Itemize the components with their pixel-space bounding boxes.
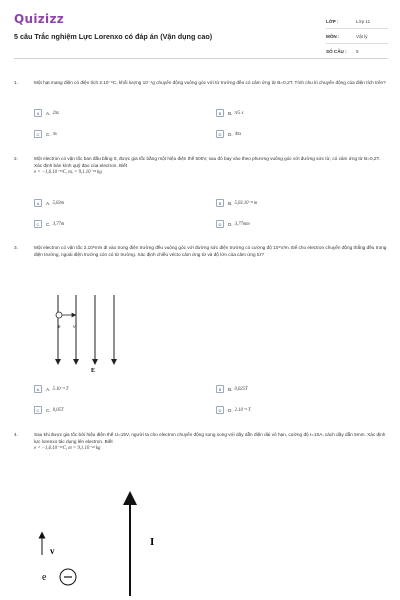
option-letter: D [216, 130, 224, 138]
option-prefix: D. [228, 131, 233, 137]
question-text: Một hạt mang điện có điện tích 2.10⁻⁶C, khối lượng 10⁻⁴g chuyển động vuông góc với từ trường đều có cảm ứng từ B=0,2T. Tính chu kì chuyển động của điện tích trên? [34, 80, 386, 85]
electric-field-diagram [40, 290, 150, 375]
option-letter: C [34, 220, 42, 228]
electron-icon [56, 312, 62, 318]
meta-table [326, 14, 388, 59]
option-3c[interactable] [34, 406, 64, 414]
option-prefix: A. [46, 110, 51, 116]
velocity-label: v [50, 546, 55, 556]
meta-row-subject [326, 29, 388, 44]
option-letter: A [34, 109, 42, 117]
meta-key: MÔN : [326, 33, 340, 39]
wire-diagram [30, 470, 180, 600]
option-2b[interactable] [216, 199, 257, 207]
option-letter: D [216, 220, 224, 228]
question-text: Một electron có vận tốc 2.10⁶m/s đi vào trong điện trường đều vuông góc với đường sức điện trường có cường độ 10⁴V/m. Để cho electron chuyển động thẳng đều trong điện trường, ngoài điện trường còn có từ trường. Xác định chiều vécto cảm ứng từ và độ lớn của cảm ứng từ? [34, 245, 387, 257]
meta-value: Lớp 11 [356, 18, 371, 24]
meta-row-class [326, 14, 388, 29]
option-1b[interactable] [216, 109, 243, 117]
option-value: πs [52, 131, 57, 137]
option-3a[interactable] [34, 385, 68, 393]
option-letter: A [34, 385, 42, 393]
option-prefix: C. [46, 407, 51, 413]
question-formula: e = −1,6.10⁻¹⁹C, mₑ = 9,1.10⁻³¹ kg [34, 170, 102, 176]
option-value: 0,025T [234, 386, 248, 392]
option-prefix: C. [46, 131, 51, 137]
question-number: 3. [14, 245, 18, 250]
option-value: 0,05T [52, 407, 64, 413]
electron-label: e [58, 324, 61, 330]
option-2a[interactable] [34, 199, 64, 207]
option-value: 4πs [234, 131, 242, 137]
velocity-label: v [73, 324, 76, 330]
option-value: 5,03.10⁻⁴ m [234, 200, 258, 206]
question-number: 4. [14, 432, 18, 437]
question-text [34, 432, 389, 453]
meta-key: LỚP : [326, 18, 339, 24]
question-text [34, 156, 389, 177]
option-1a[interactable] [34, 109, 59, 117]
page-title: 5 câu Trắc nghiệm Lực Lorenxo có đáp án (Vận dụng cao) [14, 32, 213, 41]
question-number: 2. [14, 156, 18, 161]
option-2d[interactable] [216, 220, 250, 228]
option-prefix: D. [228, 221, 233, 227]
option-letter: C [34, 130, 42, 138]
option-value: 3,77mm [234, 221, 250, 227]
option-letter: B [216, 385, 224, 393]
meta-value: 5 [356, 48, 359, 54]
option-3b[interactable] [216, 385, 248, 393]
option-letter: C [34, 406, 42, 414]
option-value: π/5 s [234, 110, 244, 116]
meta-value: Vật lý [356, 33, 368, 39]
option-value: 3,77m [52, 221, 65, 227]
option-prefix: B. [228, 110, 233, 116]
option-1c[interactable] [34, 130, 57, 138]
option-prefix: D. [228, 407, 233, 413]
option-letter: D [216, 406, 224, 414]
option-prefix: C. [46, 221, 51, 227]
option-value: 2.10⁻³ T [234, 407, 251, 413]
question-number: 1. [14, 80, 18, 85]
question-body: Sau khi được gia tốc bởi hiệu điện thế U=15V, người ta cho electron chuyển động song song với dây dẫn điện dài vô hạn, cường độ I=10A, cách dây dẫn 5mm. Xác định lực lorenxo tác dụng lên electron. Biết [34, 432, 386, 444]
option-2c[interactable] [34, 220, 64, 228]
field-label: E [91, 368, 96, 374]
electron-label: e [42, 572, 47, 583]
quizizz-logo: Quizizz [14, 12, 65, 26]
option-prefix: B. [228, 200, 233, 206]
option-value: 2πs [52, 110, 59, 116]
question-body: Một electron có vận tốc ban đầu bằng 0, được gia tốc bằng một hiệu điện thế 500V, sau đó bay vào theo phương vuông góc với đường sức từ, có cảm ứng từ B=0,2T. Xác định bán kính quỹ đạo của electron. Biết [34, 156, 381, 168]
option-prefix: A. [46, 386, 51, 392]
option-prefix: B. [228, 386, 233, 392]
option-letter: A [34, 199, 42, 207]
question-formula: e = −1,6.10⁻¹⁹C, m = 9,1.10⁻³¹ kg [34, 446, 101, 452]
option-prefix: A. [46, 200, 51, 206]
meta-key: SỐ CÂU : [326, 48, 347, 54]
meta-row-count [326, 44, 388, 59]
option-value: 5.10⁻³ T [52, 386, 69, 392]
option-value: 5,03m [52, 200, 65, 206]
option-3d[interactable] [216, 406, 251, 414]
option-letter: B [216, 109, 224, 117]
current-label: I [150, 536, 155, 548]
option-letter: B [216, 199, 224, 207]
option-1d[interactable] [216, 130, 241, 138]
header-divider [14, 58, 386, 59]
